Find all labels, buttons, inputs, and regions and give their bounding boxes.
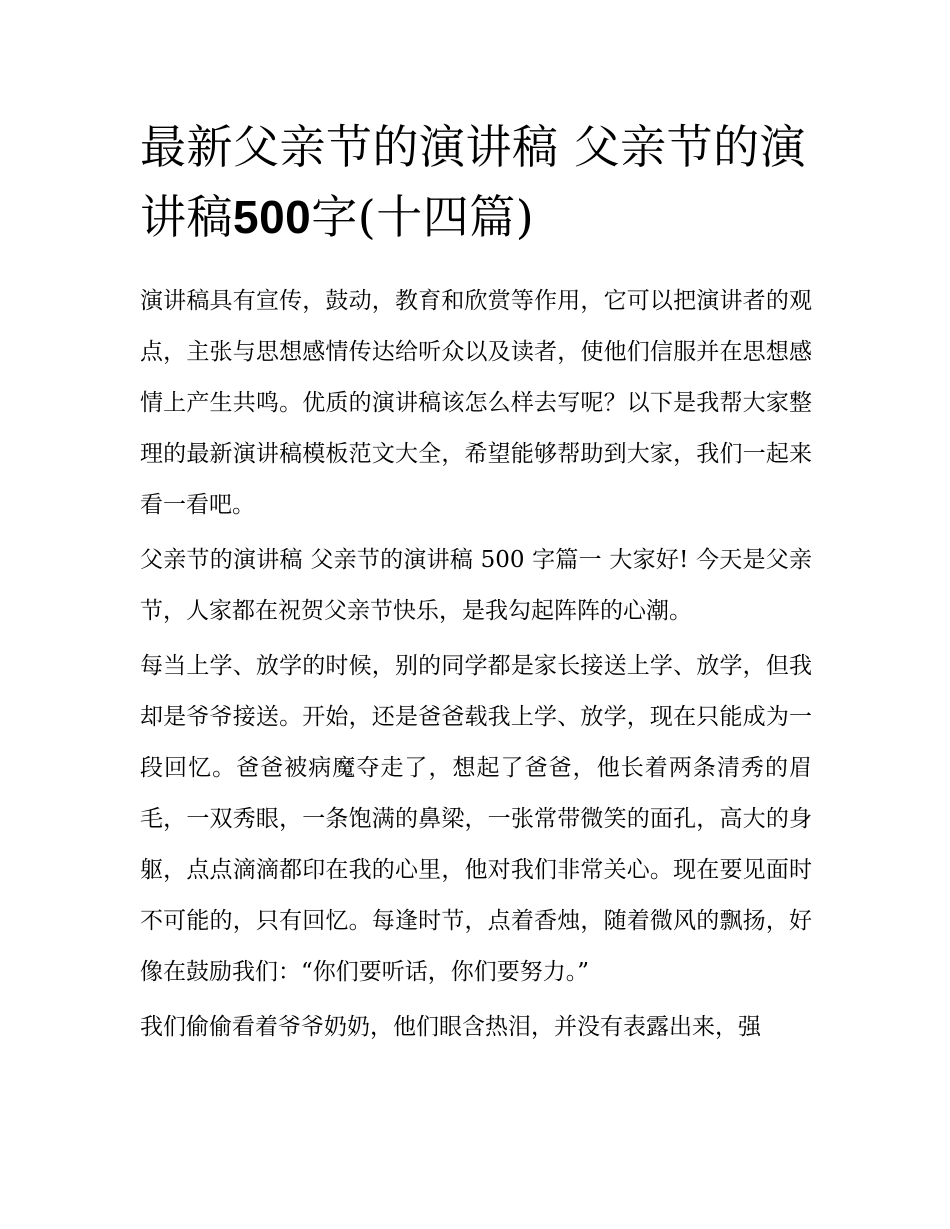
paragraph-memory: 每当上学、放学的时候，别的同学都是家长接送上学、放学，但我却是爷爷接送。开始，还是爸爸载我上学、放学，现在只能成为一段回忆。爸爸被病魔夺走了，想起了爸爸，他长着两条清秀的眉毛，一双秀眼，一条饱满的鼻梁，一张常带微笑的面孔，高大的身躯，点点滴滴都印在我的心里，他对我们非常关心。现在要见面时不可能的，只有回忆。每逢时节，点着香烛，随着微风的飘扬，好像在鼓励我们：“你们要听话，你们要努力。”: [140, 653, 812, 985]
title-number: 500: [233, 191, 312, 243]
paragraph-intro: 演讲稿具有宣传，鼓动，教育和欣赏等作用，它可以把演讲者的观点，主张与思想感情传达给听众以及读者，使他们信服并在思想感情上产生共鸣。优质的演讲稿该怎么样去写呢？以下是我帮大家整理的最新演讲稿模板范文大全，希望能够帮助到大家，我们一起来看一看吧。: [140, 288, 812, 518]
document-title: [140, 112, 820, 252]
paragraph-greeting: 父亲节的演讲稿 父亲节的演讲稿 500 字篇一 大家好! 今天是父亲节，人家都在祝贺父亲节快乐，是我勾起阵阵的心潮。: [140, 547, 812, 624]
document-body: [140, 276, 812, 1057]
title-text-part1: 最新父亲节的演讲稿 父亲节的演讲稿: [140, 120, 807, 244]
paragraph-grandparents: 我们偷偷看着爷爷奶奶，他们眼含热泪，并没有表露出来，强: [140, 1014, 761, 1040]
title-text-part2: 字(十四篇): [311, 190, 535, 244]
